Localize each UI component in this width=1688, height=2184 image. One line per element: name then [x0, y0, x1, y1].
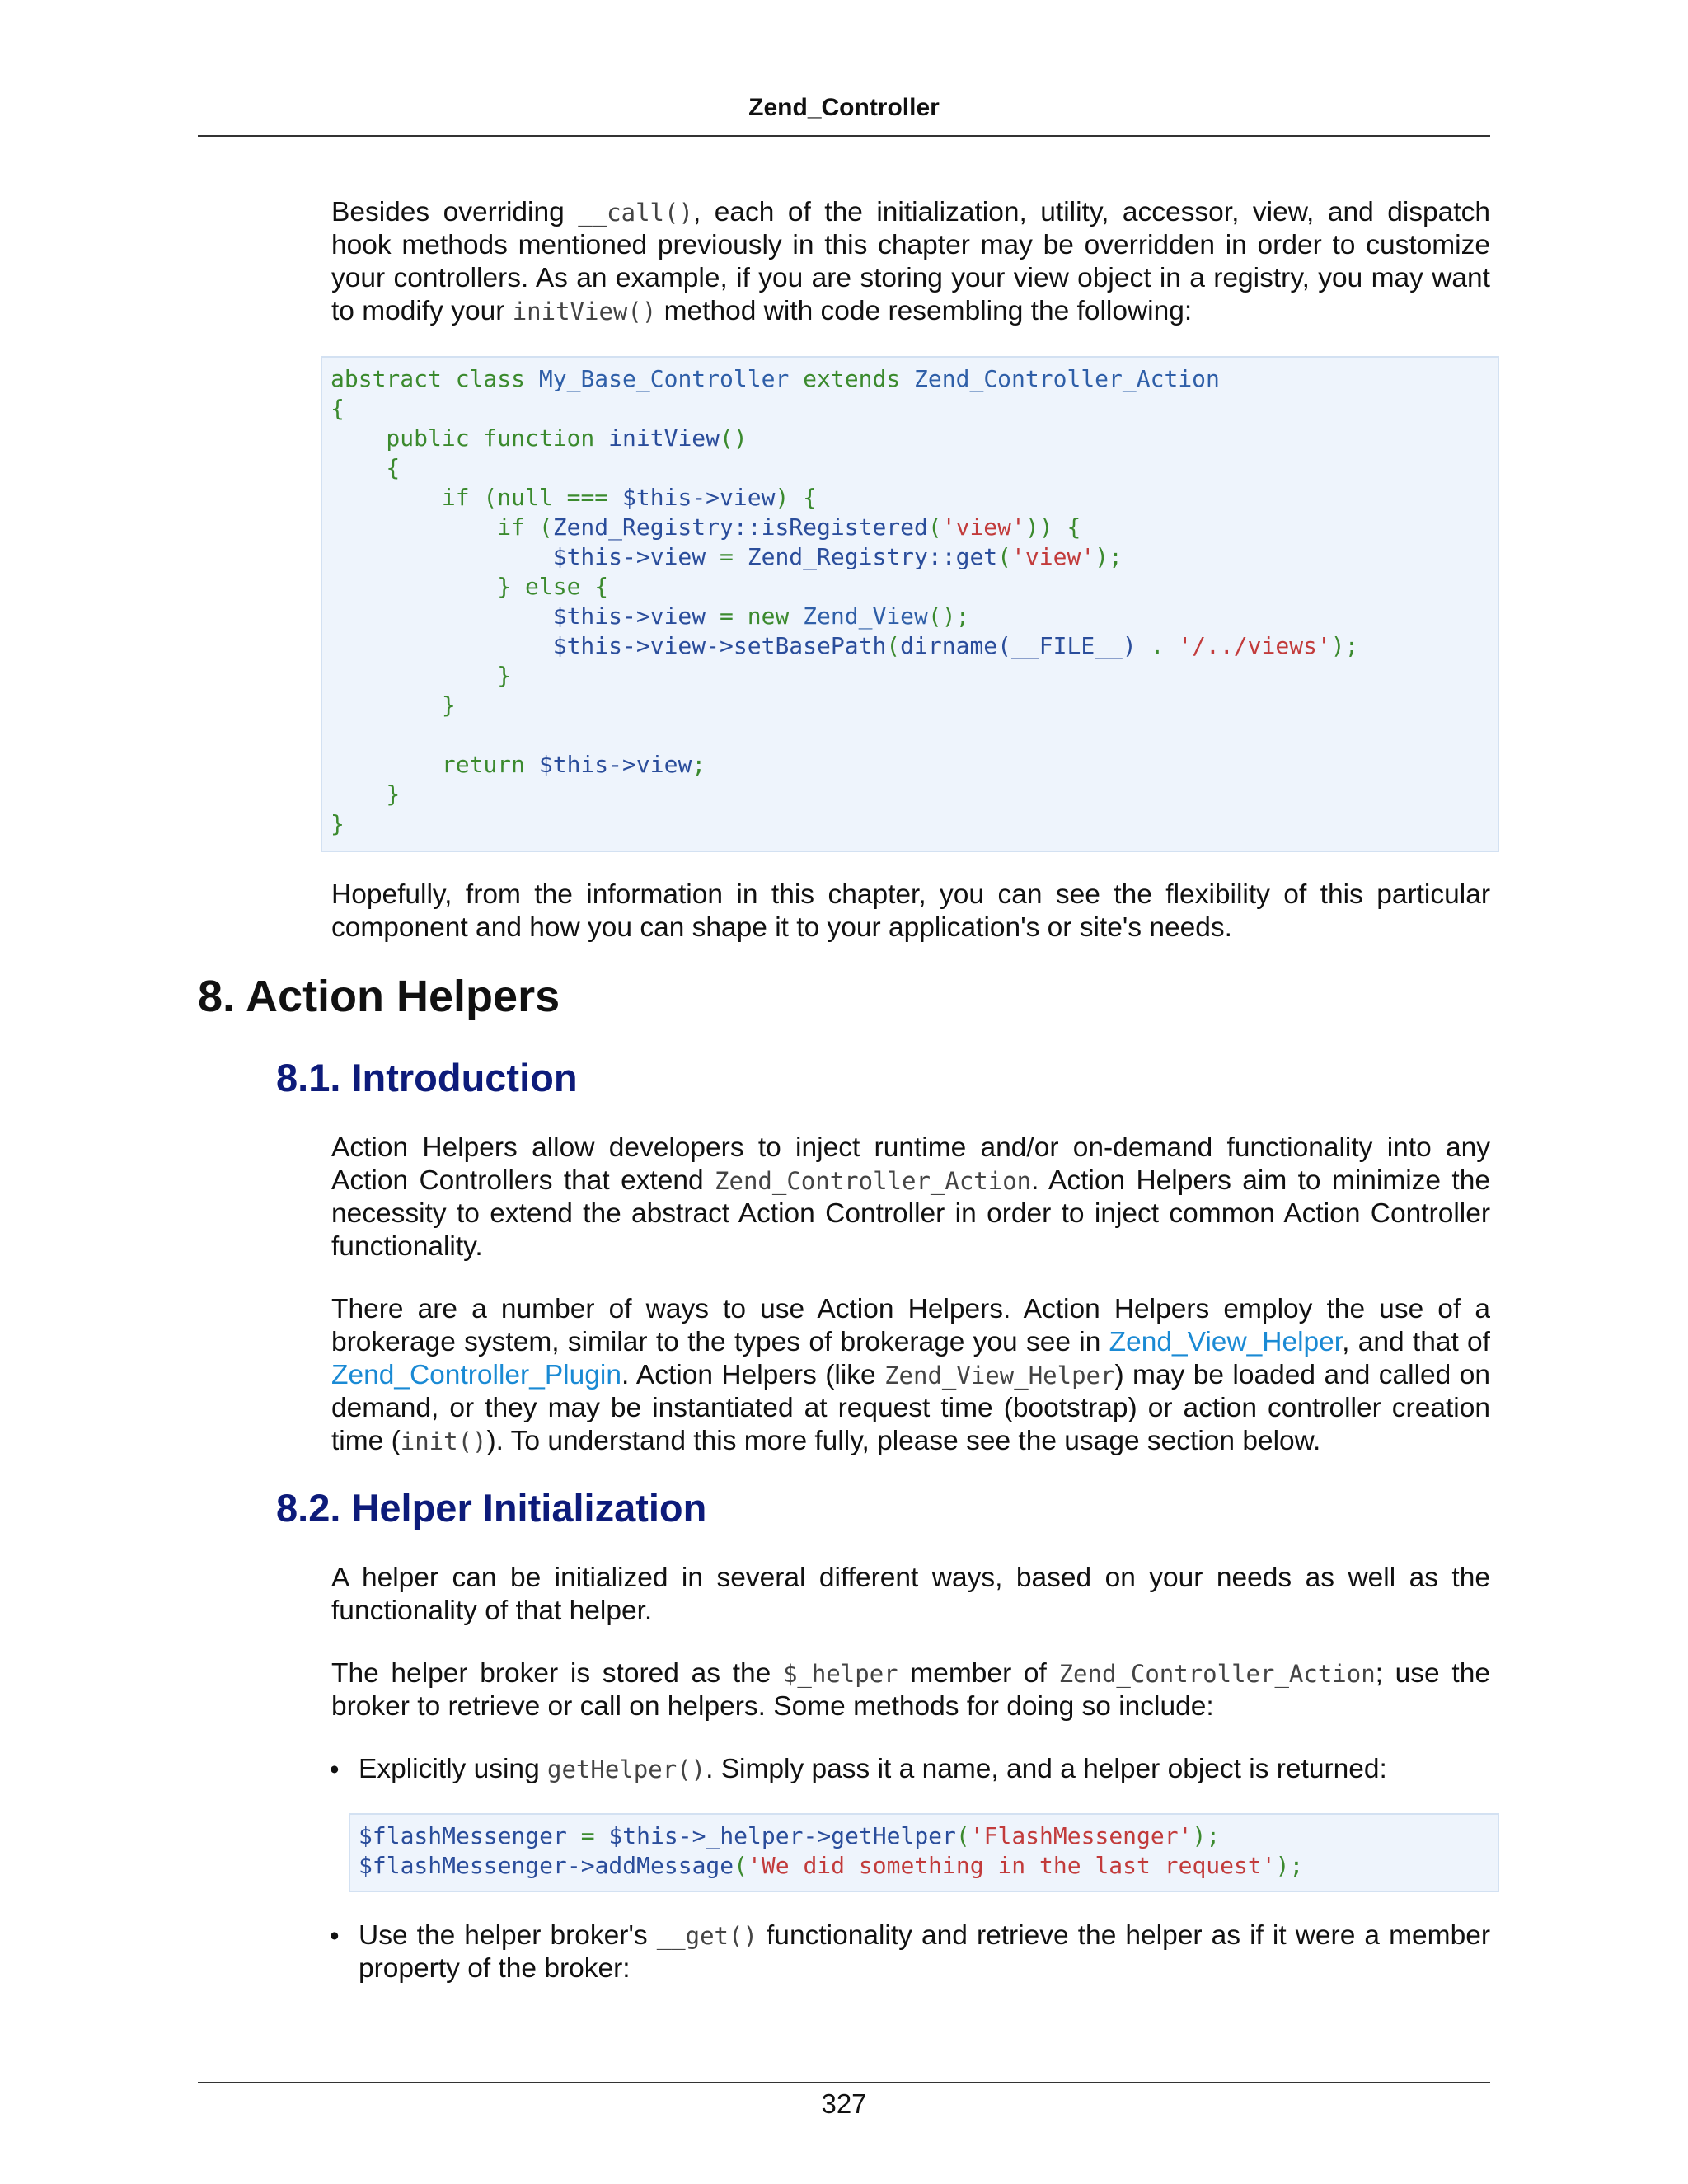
- inline-code: getHelper(): [547, 1755, 706, 1783]
- code-line: if (null === $this->view) {: [331, 484, 818, 511]
- inline-code: init(): [400, 1427, 487, 1455]
- text-run: ) may be loaded and called on demand, or they may be instantiated at request time (bootstrap) or action controller creation time (: [331, 1360, 1490, 1456]
- page-number: 327: [821, 2088, 867, 2119]
- text-run: Explicitly using: [359, 1754, 548, 1784]
- code-line: } else {: [331, 573, 609, 600]
- introduction-paragraph-2: [331, 1293, 1490, 1458]
- text-run: . Simply pass it a name, and a helper object is returned:: [706, 1754, 1387, 1784]
- after-code-paragraph: Hopefully, from the information in this chapter, you can see the flexibility of this particular component and how you can shape it to your application's or site's needs.: [331, 879, 1490, 943]
- code-line: $flashMessenger = $this->_helper->getHelper('FlashMessenger');: [359, 1822, 1221, 1849]
- code-line: [331, 720, 1489, 750]
- helper-init-paragraph-1: A helper can be initialized in several different ways, based on your needs as well as the functionality of that helper.: [331, 1563, 1490, 1626]
- subsection-title-helper-initialization: 8.2. Helper Initialization: [276, 1486, 707, 1530]
- text-run: method with code resembling the following:: [656, 296, 1193, 326]
- text-run: , each of the initialization, utility, accessor, view, and dispatch hook methods mentioned previously in this chapter may be overridden in order to customize your controllers. As an example, if you are storing your view object in a registry, you may want to modify your: [331, 197, 1490, 326]
- code-line: $flashMessenger->addMessage('We did something in the last request');: [359, 1852, 1304, 1879]
- text-run: Action Helpers allow developers to inject runtime and/or on-demand functionality into any Action Controllers that extend: [331, 1132, 1490, 1196]
- code-line: abstract class My_Base_Controller extends Zend_Controller_Action: [331, 365, 1220, 392]
- code-line: $this->view->setBasePath(dirname(__FILE__) . '/../views');: [331, 632, 1359, 659]
- code-line: }: [331, 662, 512, 689]
- code-line: if (Zend_Registry::isRegistered('view')) {: [331, 513, 1081, 541]
- footer-rule: [198, 2082, 1490, 2083]
- code-line: public function initView(): [331, 424, 748, 452]
- bullet-marker: •: [330, 1754, 340, 1784]
- text-run: ). To understand this more fully, please see the usage section below.: [486, 1426, 1321, 1456]
- text-run: Use the helper broker's: [359, 1920, 657, 1951]
- code-line: $this->view = Zend_Registry::get('view');: [331, 543, 1123, 570]
- running-header: Zend_Controller: [748, 94, 940, 121]
- bullet-item-magic-get: [359, 1919, 1490, 1985]
- bullet-item-get-helper: [359, 1753, 1490, 1786]
- inline-code: Zend_Controller_Action: [1058, 1660, 1376, 1688]
- code-line: return $this->view;: [331, 751, 706, 778]
- helper-init-paragraph-2: [331, 1657, 1490, 1723]
- inline-code: __call(): [578, 199, 693, 227]
- text-run: functionality and retrieve the helper as if it were a member property of the broker:: [359, 1920, 1490, 1984]
- section-title: 8. Action Helpers: [198, 972, 560, 1021]
- text-run: ; use the broker to retrieve or call on helpers. Some methods for doing so include:: [331, 1658, 1490, 1722]
- link-zend-view-helper[interactable]: Zend_View_Helper: [1109, 1327, 1343, 1357]
- intro-paragraph: [331, 196, 1490, 328]
- header-rule: [198, 135, 1490, 137]
- code-line: }: [331, 810, 345, 837]
- subsection-title-introduction: 8.1. Introduction: [276, 1056, 578, 1099]
- code-line: {: [331, 454, 401, 481]
- introduction-paragraph-1: [331, 1132, 1490, 1263]
- text-run: The helper broker is stored as the: [331, 1658, 783, 1689]
- text-run: , and that of: [1342, 1327, 1490, 1357]
- inline-code: Zend_View_Helper: [884, 1361, 1115, 1390]
- link-zend-controller-plugin[interactable]: Zend_Controller_Plugin: [331, 1360, 621, 1390]
- inline-code: initView(): [512, 298, 657, 326]
- code-block-initview: [321, 356, 1499, 852]
- bullet-marker: •: [330, 1920, 340, 1951]
- text-run: . Action Helpers (like: [621, 1360, 885, 1390]
- code-line: }: [331, 691, 456, 719]
- code-line: {: [331, 395, 345, 422]
- inline-code: __get(): [656, 1922, 757, 1950]
- text-run: . Action Helpers aim to minimize the necessity to extend the abstract Action Controller in order to inject common Action Controller functionality.: [331, 1165, 1490, 1262]
- inline-code: $_helper: [782, 1660, 898, 1688]
- code-line: }: [331, 780, 401, 808]
- inline-code: Zend_Controller_Action: [715, 1167, 1032, 1195]
- text-run: Besides overriding: [331, 197, 579, 227]
- text-run: There are a number of ways to use Action Helpers. Action Helpers employ the use of a brokerage system, similar to the types of brokerage you see in: [331, 1294, 1490, 1357]
- code-line: $this->view = new Zend_View();: [331, 602, 970, 630]
- text-run: member of: [898, 1658, 1059, 1689]
- code-block-flash-messenger: [349, 1813, 1499, 1892]
